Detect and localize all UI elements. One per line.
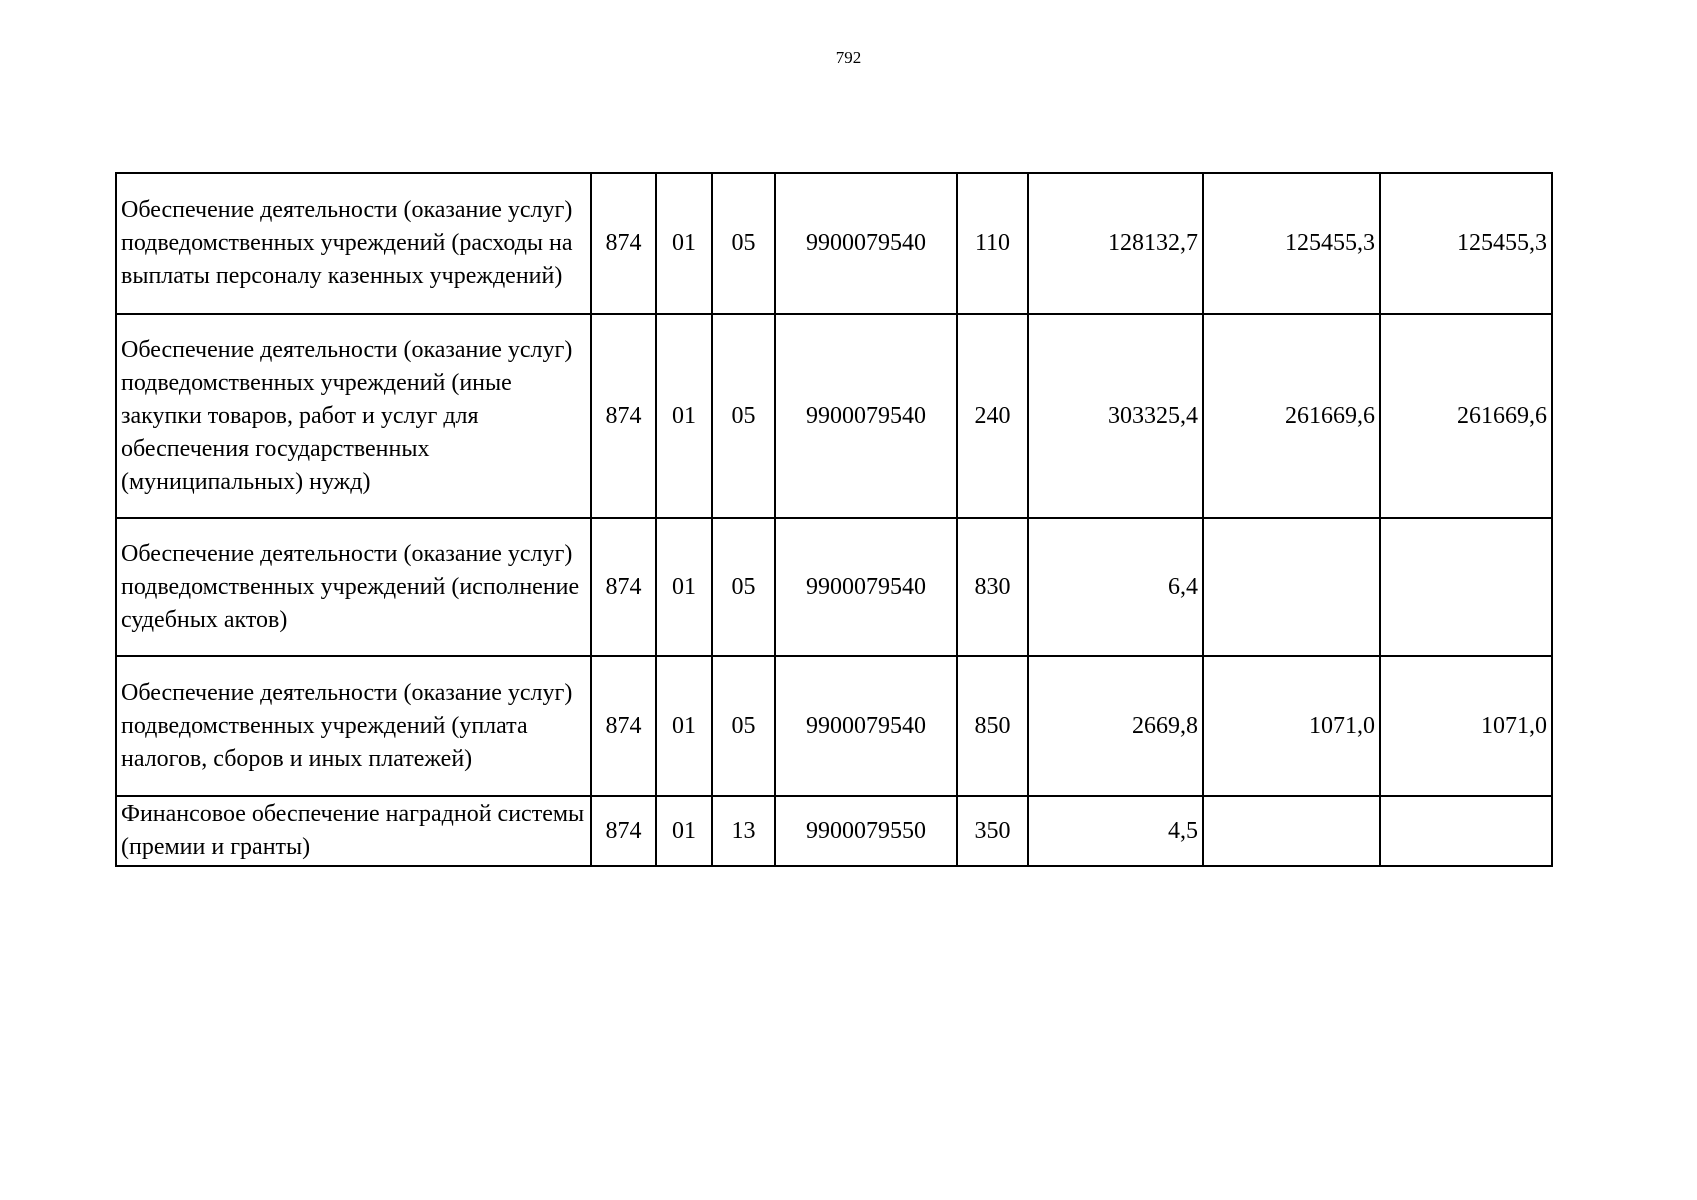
amount-1: 303325,4 (1028, 314, 1203, 518)
subsection-code: 05 (712, 656, 775, 796)
target-article-code: 9900079550 (775, 796, 957, 866)
section-code: 01 (656, 518, 712, 656)
table-row (116, 518, 1552, 656)
ministry-code: 874 (591, 656, 656, 796)
target-article-code: 9900079540 (775, 173, 957, 314)
section-code: 01 (656, 173, 712, 314)
amount-2: 1071,0 (1203, 656, 1380, 796)
amount-1: 2669,8 (1028, 656, 1203, 796)
page-number: 792 (835, 48, 862, 67)
expense-type-code: 850 (957, 656, 1028, 796)
ministry-code: 874 (591, 173, 656, 314)
section-code: 01 (656, 796, 712, 866)
section-code: 01 (656, 314, 712, 518)
target-article-code: 9900079540 (775, 518, 957, 656)
amount-1: 6,4 (1028, 518, 1203, 656)
subsection-code: 13 (712, 796, 775, 866)
amount-2 (1203, 796, 1380, 866)
amount-2 (1203, 518, 1380, 656)
ministry-code: 874 (591, 314, 656, 518)
row-description: Обеспечение деятельности (оказание услуг) подведомственных учреждений (иные закупки товаров, работ и услуг для обеспечения государственных (муниципальных) нужд) (116, 314, 591, 518)
row-description: Финансовое обеспечение наградной системы (премии и гранты) (116, 796, 591, 866)
table-row (116, 173, 1552, 314)
amount-2: 125455,3 (1203, 173, 1380, 314)
subsection-code: 05 (712, 518, 775, 656)
row-description: Обеспечение деятельности (оказание услуг) подведомственных учреждений (уплата налогов, сборов и иных платежей) (116, 656, 591, 796)
row-description: Обеспечение деятельности (оказание услуг) подведомственных учреждений (исполнение судебных актов) (116, 518, 591, 656)
section-code: 01 (656, 656, 712, 796)
amount-1: 4,5 (1028, 796, 1203, 866)
amount-3 (1380, 796, 1552, 866)
amount-3: 1071,0 (1380, 656, 1552, 796)
amount-3 (1380, 518, 1552, 656)
amount-2: 261669,6 (1203, 314, 1380, 518)
subsection-code: 05 (712, 173, 775, 314)
amount-1: 128132,7 (1028, 173, 1203, 314)
table-row (116, 314, 1552, 518)
subsection-code: 05 (712, 314, 775, 518)
expense-type-code: 830 (957, 518, 1028, 656)
table-row (116, 656, 1552, 796)
expense-type-code: 350 (957, 796, 1028, 866)
table-row (116, 796, 1552, 866)
budget-table (115, 172, 1553, 867)
amount-3: 261669,6 (1380, 314, 1552, 518)
ministry-code: 874 (591, 796, 656, 866)
ministry-code: 874 (591, 518, 656, 656)
target-article-code: 9900079540 (775, 314, 957, 518)
expense-type-code: 240 (957, 314, 1028, 518)
amount-3: 125455,3 (1380, 173, 1552, 314)
row-description: Обеспечение деятельности (оказание услуг) подведомственных учреждений (расходы на выплаты персоналу казенных учреждений) (116, 173, 591, 314)
expense-type-code: 110 (957, 173, 1028, 314)
target-article-code: 9900079540 (775, 656, 957, 796)
